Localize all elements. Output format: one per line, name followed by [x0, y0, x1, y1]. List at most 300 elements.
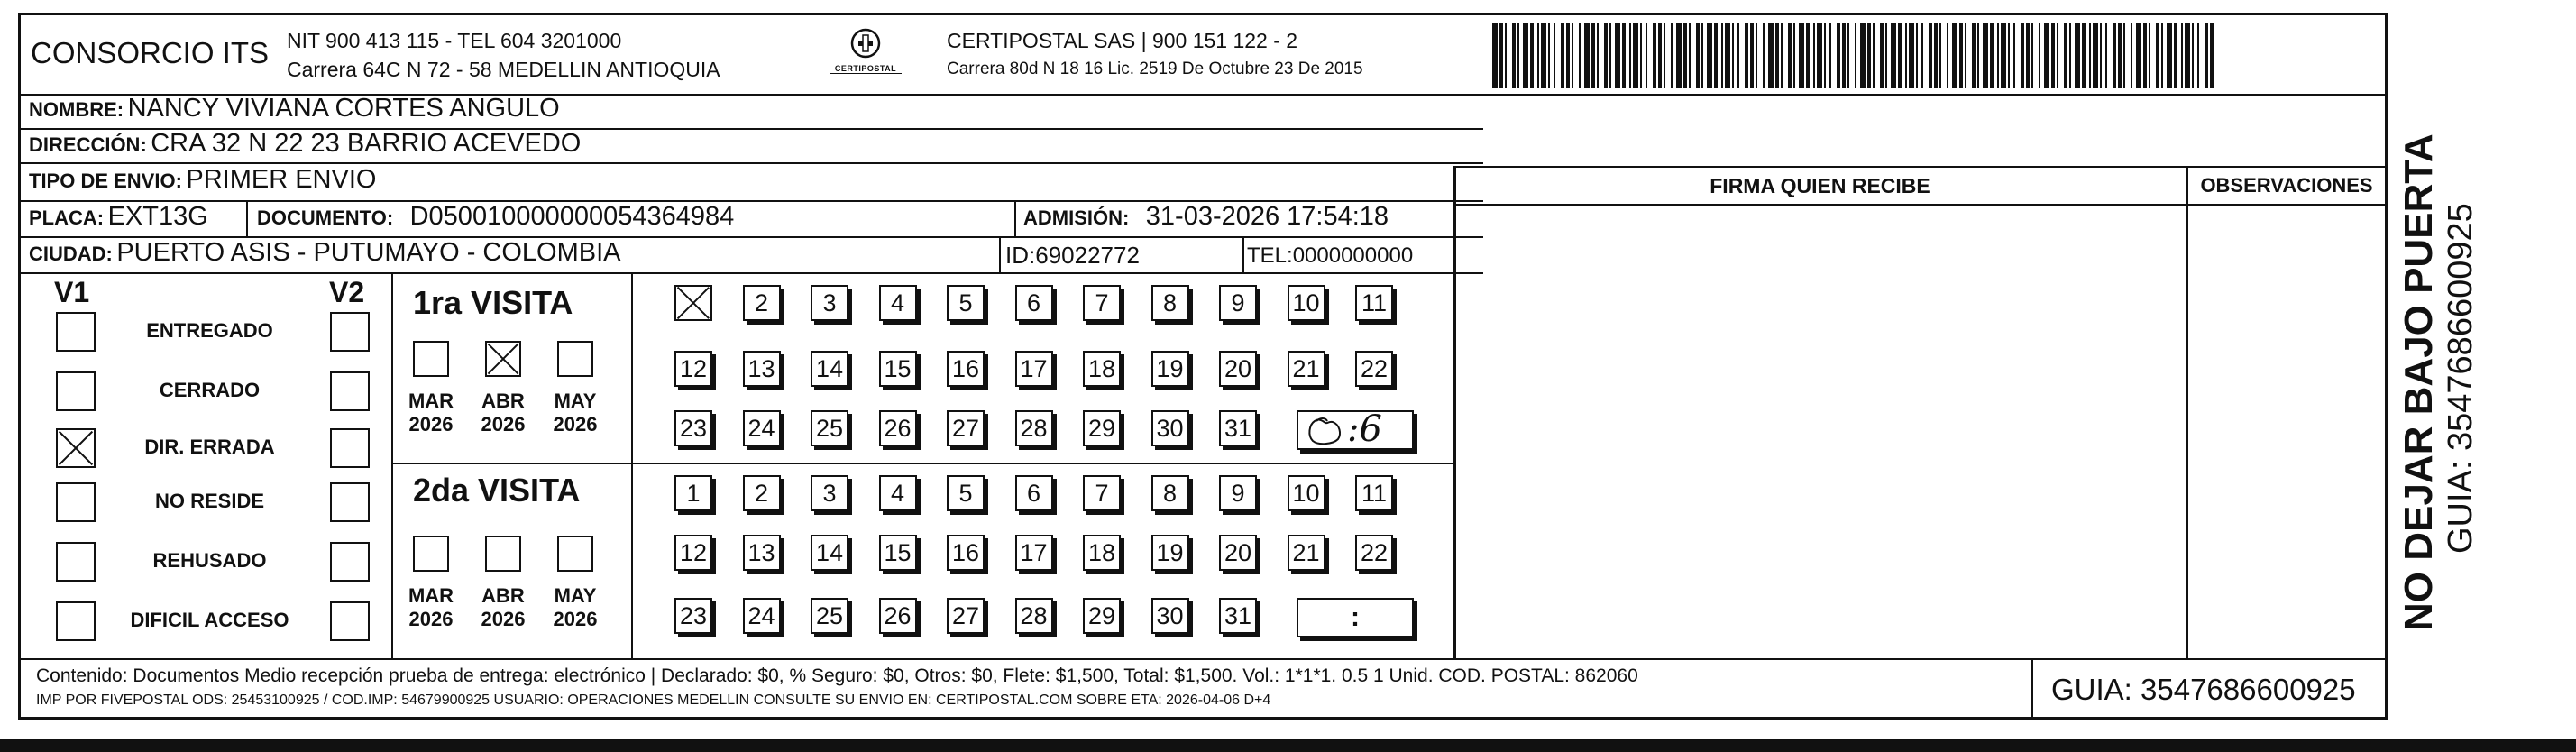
barcode-bar: [2044, 23, 2049, 88]
visit1-month-label: [399, 390, 463, 436]
status-v2-checkbox[interactable]: [330, 601, 370, 641]
month-name: MAR: [408, 584, 454, 607]
barcode-bar: [1983, 23, 1988, 88]
documento-label: DOCUMENTO:: [257, 206, 394, 229]
day-number: 21: [1292, 354, 1320, 382]
month-year: 2026: [553, 608, 598, 630]
visit1-day-box[interactable]: [1015, 351, 1053, 387]
visit2-day-box[interactable]: [879, 598, 917, 634]
certipostal-logo: [830, 27, 902, 83]
barcode-bar: [2149, 23, 2150, 88]
visit2-day-box[interactable]: [743, 535, 781, 571]
visit2-day-box[interactable]: [947, 598, 985, 634]
placa-divider: [246, 200, 248, 236]
barcode-bar: [1905, 23, 1907, 88]
side-guia: GUIA: 3547686600925: [2442, 203, 2480, 554]
row-divider: [18, 162, 1483, 164]
visit2-day-box[interactable]: [1151, 535, 1189, 571]
visit2-month-checkbox[interactable]: [413, 536, 449, 572]
day-number: 1: [686, 479, 701, 507]
barcode-bar: [1756, 23, 1757, 88]
visit2-day-box[interactable]: [811, 475, 848, 511]
visit2-day-box[interactable]: [811, 598, 848, 634]
status-v2-checkbox[interactable]: [330, 371, 370, 411]
month-name: MAY: [554, 584, 597, 607]
day-number: 6: [1026, 479, 1041, 507]
day-number: 15: [884, 354, 912, 382]
tel-label: TEL:: [1247, 243, 1293, 268]
day-number: 8: [1162, 479, 1178, 507]
tipo-envio-value: PRIMER ENVIO: [186, 165, 377, 194]
status-v2-checkbox[interactable]: [330, 428, 370, 468]
tipo-envio-row: [29, 165, 376, 195]
day-number: 24: [747, 414, 775, 442]
visit1-day-box[interactable]: [743, 410, 781, 446]
visit1-month-label: [544, 390, 607, 436]
barcode-bar: [1732, 23, 1734, 88]
placa-row: [29, 202, 208, 232]
visit2-day-box[interactable]: [1355, 475, 1393, 511]
barcode-bar: [2008, 23, 2010, 88]
day-number: 15: [884, 538, 912, 566]
visit2-day-box[interactable]: [879, 535, 917, 571]
barcode-bar: [2093, 23, 2098, 88]
day-number: 16: [951, 354, 980, 382]
barcode-bar: [1629, 23, 1631, 88]
day-number: 22: [1360, 354, 1389, 382]
nombre-row: [29, 94, 560, 124]
visit1-time-text: :6: [1347, 408, 1382, 450]
footer-guia-divider: [2031, 658, 2033, 720]
visit-row-divider: [391, 463, 1455, 464]
admision-label: ADMISIÓN:: [1023, 206, 1130, 229]
tel-divider: [1242, 236, 1244, 272]
barcode-bar: [2167, 23, 2172, 88]
id-divider: [999, 236, 1001, 272]
day-number: 25: [815, 601, 844, 629]
barcode-bar: [1499, 23, 1503, 88]
tel-value: 0000000000: [1292, 243, 1414, 268]
month-name: ABR: [481, 584, 525, 607]
barcode-bar: [1633, 23, 1638, 88]
handwritten-scribble-icon: [1306, 416, 1343, 446]
barcode-bar: [2181, 23, 2183, 88]
barcode-bar: [2064, 23, 2067, 88]
visit1-day-box[interactable]: [1219, 351, 1257, 387]
day-number: 14: [815, 354, 844, 382]
barcode-bar: [2197, 23, 2199, 88]
visit1-day-box[interactable]: [1151, 285, 1189, 321]
barcode-bar: [1837, 23, 1840, 88]
day-number: 24: [747, 601, 775, 629]
footer-contenido: Contenido: Documentos Medio recepción prueba de entrega: electrónico | Declarado: $0, % Seguro: $0, Otros: $0, Flete: $1,500, Total: $1,500. Vol.: 1*1*1. 0.5 1 Unid. COD. POSTAL: 862060: [36, 665, 1638, 686]
visit2-day-box[interactable]: [1219, 598, 1257, 634]
barcode-bar: [1909, 23, 1914, 88]
barcode-bar: [1721, 23, 1723, 88]
barcode-bar: [2136, 23, 2141, 88]
visit1-month-label: [472, 390, 535, 436]
barcode-bar: [1572, 23, 1573, 88]
barcode-bar: [1604, 23, 1608, 88]
barcode-bar: [1847, 23, 1849, 88]
barcode-bar: [2105, 23, 2107, 88]
day-number: 3: [822, 289, 837, 316]
visit2-month-label: [399, 584, 463, 631]
barcode-bar: [1898, 23, 1902, 88]
visit1-day-box[interactable]: [1083, 285, 1121, 321]
day-number: 17: [1020, 354, 1048, 382]
barcode-bar: [1701, 23, 1703, 88]
admision-value: 31-03-2026 17:54:18: [1145, 202, 1389, 231]
barcode-bar: [1517, 23, 1519, 88]
barcode-bar: [1929, 23, 1932, 88]
day-number: 17: [1020, 538, 1048, 566]
barcode-bar: [1934, 23, 1938, 88]
visit1-day-box[interactable]: [1288, 351, 1325, 387]
day-number: 3: [822, 479, 837, 507]
side-warning: NO DEJAR BAJO PUERTA: [2397, 133, 2441, 631]
visit2-month-checkbox[interactable]: [557, 536, 593, 572]
barcode-bar: [1972, 23, 1976, 88]
visit1-day-box[interactable]: [1015, 410, 1053, 446]
barcode-bar: [1505, 23, 1507, 88]
certipostal-logo-icon: [849, 27, 882, 60]
day-number: 5: [958, 479, 973, 507]
barcode-bar: [1640, 23, 1642, 88]
visit1-day-box[interactable]: [674, 351, 712, 387]
bottom-rule: [0, 739, 2576, 752]
barcode-bar: [2082, 23, 2086, 88]
visit2-day-box[interactable]: [947, 535, 985, 571]
visit2-day-box[interactable]: [674, 475, 712, 511]
barcode-bar: [2174, 23, 2177, 88]
barcode-bar: [2143, 23, 2147, 88]
barcode-bar: [2075, 23, 2080, 88]
barcode-bar: [2100, 23, 2102, 88]
visit2-day-box[interactable]: [1015, 535, 1053, 571]
visit1-day-box[interactable]: [811, 410, 848, 446]
visit2-day-box[interactable]: [1151, 475, 1189, 511]
barcode-bar: [1775, 23, 1779, 88]
barcode-bar: [2013, 23, 2015, 88]
visit1-day-box[interactable]: [674, 410, 712, 446]
visit1-day-box[interactable]: [947, 285, 985, 321]
barcode-bar: [1824, 23, 1826, 88]
day-number: 23: [679, 414, 708, 442]
month-name: MAR: [408, 390, 454, 412]
barcode-bar: [1541, 23, 1546, 88]
day-number: 7: [1095, 479, 1109, 507]
barcode-bar: [1990, 23, 1994, 88]
visit1-day-box[interactable]: [1151, 351, 1189, 387]
day-number: 13: [747, 354, 775, 382]
barcode-bar: [1689, 23, 1691, 88]
row-divider: [18, 272, 1483, 274]
admision-divider: [1014, 200, 1016, 236]
barcode-bar: [1548, 23, 1550, 88]
barcode-bar: [1714, 23, 1718, 88]
certipostal-line1: CERTIPOSTAL SAS | 900 151 122 - 2: [947, 29, 1298, 52]
visit2-time-text: :: [1351, 602, 1360, 632]
status-label: DIR. ERRADA: [144, 436, 275, 458]
visit1-day-box[interactable]: [743, 285, 781, 321]
day-number: 14: [815, 538, 844, 566]
visit2-day-box[interactable]: [1151, 598, 1189, 634]
barcode-bar: [1860, 23, 1866, 88]
day-number: 16: [951, 538, 980, 566]
barcode-bar: [1880, 23, 1884, 88]
barcode-bar: [1947, 23, 1948, 88]
barcode-bar: [1622, 23, 1626, 88]
visit2-day-box[interactable]: [674, 535, 712, 571]
barcode-bar: [1561, 23, 1564, 88]
firma-left-border: [1453, 166, 1456, 658]
visit1-month-checkbox[interactable]: [485, 341, 521, 377]
visit1-day-box[interactable]: [947, 410, 985, 446]
barcode-bar: [2051, 23, 2055, 88]
day-number: 22: [1360, 538, 1389, 566]
direccion-row: [29, 129, 581, 159]
barcode-bar: [1554, 23, 1555, 88]
day-number: 28: [1020, 414, 1048, 442]
visit2-title: 2da VISITA: [413, 472, 581, 509]
company-address: Carrera 64C N 72 - 58 MEDELLIN ANTIOQUIA: [287, 58, 720, 81]
day-number: 4: [890, 479, 905, 507]
firma-top-border: [1453, 166, 2388, 168]
visit2-month-checkbox[interactable]: [485, 536, 521, 572]
tel-row: [1247, 243, 1413, 269]
visit2-day-box[interactable]: [1219, 475, 1257, 511]
day-number: 19: [1156, 538, 1184, 566]
day-number: 27: [951, 601, 980, 629]
day-number: 29: [1087, 601, 1116, 629]
barcode-bar: [1653, 23, 1656, 88]
month-year: 2026: [408, 413, 454, 436]
day-number: 30: [1156, 414, 1184, 442]
day-number: 12: [679, 354, 708, 382]
visit1-day-box[interactable]: [1151, 410, 1189, 446]
barcode-bar: [1793, 23, 1795, 88]
visit2-month-label: [544, 584, 607, 631]
barcode-bar: [1512, 23, 1516, 88]
month-year: 2026: [481, 608, 526, 630]
month-year: 2026: [408, 608, 454, 630]
ciudad-value: PUERTO ASIS - PUTUMAYO - COLOMBIA: [116, 238, 621, 267]
ciudad-row: [29, 238, 621, 268]
visit2-day-box[interactable]: [1083, 598, 1121, 634]
visit2-day-box[interactable]: [1083, 535, 1121, 571]
obs-right-border: [2385, 166, 2387, 658]
firma-header: FIRMA QUIEN RECIBE: [1710, 174, 1930, 197]
visit2-day-box[interactable]: [1288, 475, 1325, 511]
barcode-bar: [1885, 23, 1887, 88]
admision-row: [1023, 202, 1389, 232]
visit2-day-box[interactable]: [879, 475, 917, 511]
visit2-time-box[interactable]: [1297, 598, 1414, 637]
visit1-day-box[interactable]: [1355, 285, 1393, 321]
barcode-bar: [2039, 23, 2040, 88]
day-number: 31: [1224, 414, 1252, 442]
barcode-bar: [1977, 23, 1979, 88]
day-number: 12: [679, 538, 708, 566]
footer-guia: GUIA: 3547686600925: [2051, 673, 2356, 706]
visit2-day-box[interactable]: [743, 475, 781, 511]
visit1-day-box[interactable]: [879, 285, 917, 321]
visit2-day-box[interactable]: [1015, 475, 1053, 511]
day-number: 26: [884, 414, 912, 442]
day-number: 4: [890, 289, 905, 316]
barcode-bar: [1855, 23, 1856, 88]
visit2-day-box[interactable]: [1355, 535, 1393, 571]
placa-value: EXT13G: [107, 202, 208, 231]
barcode-bar: [1737, 23, 1739, 88]
status-label: REHUSADO: [152, 549, 267, 572]
visit1-day-box[interactable]: [674, 285, 712, 321]
observaciones-area[interactable]: [2190, 206, 2383, 657]
visit1-time-box[interactable]: [1297, 410, 1414, 450]
barcode-bar: [1768, 23, 1774, 88]
id-label: ID:: [1005, 242, 1036, 269]
status-divider: [391, 272, 393, 658]
direccion-value: CRA 32 N 22 23 BARRIO ACEVEDO: [151, 129, 582, 158]
barcode-bar: [2192, 23, 2194, 88]
visit1-day-box[interactable]: [811, 285, 848, 321]
barcode-bar: [1921, 23, 1923, 88]
visit2-day-box[interactable]: [947, 475, 985, 511]
visit2-day-box[interactable]: [743, 598, 781, 634]
day-number: 20: [1224, 538, 1252, 566]
barcode-bar: [1806, 23, 1810, 88]
barcode-bar: [1725, 23, 1730, 88]
barcode-bar: [2069, 23, 2071, 88]
status-label: DIFICIL ACCESO: [130, 609, 289, 631]
nombre-value: NANCY VIVIANA CORTES ANGULO: [127, 94, 560, 123]
status-label: ENTREGADO: [146, 319, 273, 342]
day-number: 11: [1361, 289, 1388, 316]
day-number: 19: [1156, 354, 1184, 382]
barcode-bar: [2131, 23, 2132, 88]
day-number: 13: [747, 538, 775, 566]
visit1-day-box[interactable]: [743, 351, 781, 387]
day-number: 31: [1224, 601, 1252, 629]
month-year: 2026: [553, 413, 598, 436]
barcode-bar: [1781, 23, 1783, 88]
status-v2-checkbox[interactable]: [330, 312, 370, 352]
day-number: 18: [1087, 354, 1116, 382]
day-number: 28: [1020, 601, 1048, 629]
barcode-bar: [1597, 23, 1599, 88]
placa-label: PLACA:: [29, 206, 105, 229]
barcode-bar: [1530, 23, 1534, 88]
barcode-bar: [2026, 23, 2030, 88]
barcode-bar: [1566, 23, 1570, 88]
barcode-bar: [1609, 23, 1611, 88]
barcode-bar: [1842, 23, 1846, 88]
visit1-day-box[interactable]: [1083, 351, 1121, 387]
firma-area[interactable]: [1457, 206, 2184, 657]
tipo-envio-label: TIPO DE ENVIO:: [29, 170, 182, 192]
barcode-bar: [1492, 23, 1498, 88]
day-number: 9: [1231, 479, 1245, 507]
day-number: 30: [1156, 601, 1184, 629]
visit2-day-box[interactable]: [1015, 598, 1053, 634]
documento-row: [257, 202, 734, 232]
month-name: ABR: [481, 390, 525, 412]
barcode-bar: [1959, 23, 1963, 88]
visit1-day-box[interactable]: [1015, 285, 1053, 321]
visit2-month-label: [472, 584, 535, 631]
barcode-bar: [1763, 23, 1765, 88]
v2-label: V2: [329, 276, 365, 308]
barcode-bar: [1817, 23, 1822, 88]
barcode-bar: [1676, 23, 1682, 88]
day-number: 9: [1231, 289, 1245, 316]
barcode-bar: [1799, 23, 1804, 88]
barcode-bar: [2205, 23, 2208, 88]
day-number: 8: [1162, 289, 1178, 316]
barcode-bar: [2161, 23, 2163, 88]
visit1-day-box[interactable]: [1083, 410, 1121, 446]
status-v2-checkbox[interactable]: [330, 482, 370, 522]
barcode-bar: [1750, 23, 1754, 88]
barcode-bar: [1952, 23, 1957, 88]
obs-divider: [2186, 166, 2188, 658]
visit1-day-box[interactable]: [1219, 285, 1257, 321]
day-number: 7: [1095, 289, 1109, 316]
visit1-month-checkbox[interactable]: [413, 341, 449, 377]
day-number: 18: [1087, 538, 1116, 566]
status-label: CERRADO: [159, 379, 261, 401]
barcode-bar: [2118, 23, 2122, 88]
visit1-day-box[interactable]: [1355, 351, 1393, 387]
barcode-bar: [1658, 23, 1662, 88]
visit2-day-box[interactable]: [1288, 535, 1325, 571]
status-v2-checkbox[interactable]: [330, 542, 370, 582]
visit1-day-box[interactable]: [1288, 285, 1325, 321]
visit1-day-box[interactable]: [1219, 410, 1257, 446]
visit1-month-checkbox[interactable]: [557, 341, 593, 377]
barcode-bar: [1916, 23, 1918, 88]
barcode-bar: [1939, 23, 1941, 88]
nombre-label: NOMBRE:: [29, 98, 124, 121]
visit1-day-box[interactable]: [879, 410, 917, 446]
certipostal-line2: Carrera 80d N 18 16 Lic. 2519 De Octubre 23 De 2015: [947, 60, 1363, 78]
visit2-day-box[interactable]: [1083, 475, 1121, 511]
visit1-day-box[interactable]: [947, 351, 985, 387]
visit-divider: [631, 272, 633, 658]
barcode-bar: [1788, 23, 1792, 88]
observaciones-header: OBSERVACIONES: [2200, 174, 2373, 197]
company-nit-tel: NIT 900 413 115 - TEL 604 3201000: [287, 29, 622, 52]
visit2-day-box[interactable]: [674, 598, 712, 634]
day-number: 26: [884, 601, 912, 629]
barcode-bar: [1537, 23, 1539, 88]
barcode-bar: [2031, 23, 2033, 88]
visit1-day-box[interactable]: [811, 351, 848, 387]
visit1-day-box[interactable]: [879, 351, 917, 387]
barcode-bar: [1867, 23, 1871, 88]
visit2-day-box[interactable]: [811, 535, 848, 571]
day-number: 11: [1361, 479, 1388, 507]
barcode-bar: [1813, 23, 1815, 88]
day-number: 10: [1292, 289, 1320, 316]
barcode-bar: [2089, 23, 2091, 88]
barcode-bar: [1829, 23, 1831, 88]
day-number: 21: [1292, 538, 1320, 566]
day-number: 10: [1292, 479, 1320, 507]
visit2-day-box[interactable]: [1219, 535, 1257, 571]
status-label: NO RESIDE: [154, 490, 265, 512]
